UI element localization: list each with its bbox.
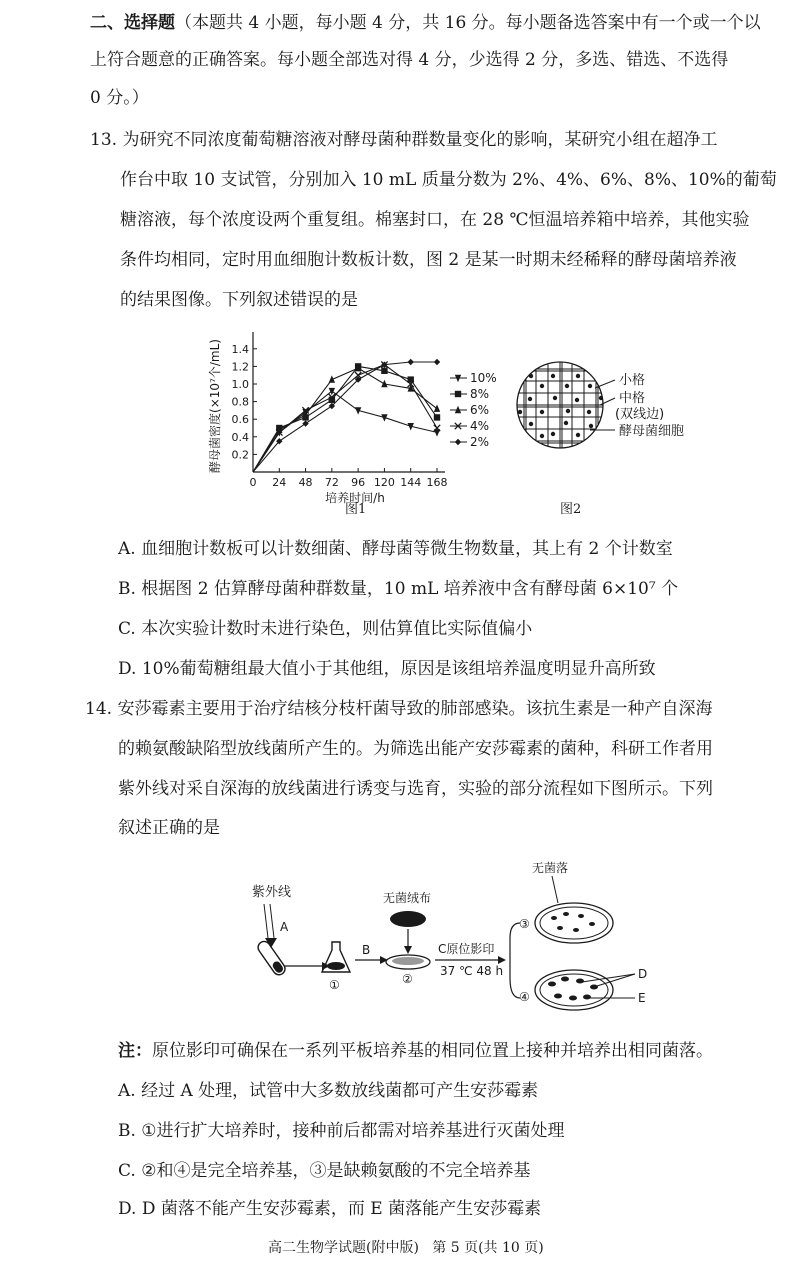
plate-3	[535, 903, 613, 943]
data-point-6%	[381, 380, 387, 387]
data-point-2%	[302, 420, 308, 426]
x-tick-label: 144	[400, 476, 422, 489]
q14-stem-2: 的赖氨酸缺陷型放线菌所产生的。为筛选出能产安莎霉素的菌种，科研工作者用	[118, 739, 713, 759]
culture-condition: 37 ℃ 48 h	[440, 964, 504, 978]
legend-label-8%: 8%	[470, 387, 490, 401]
q13-option-d: D. 10%葡萄糖组最大值小于其他组，原因是该组培养温度明显升高所致	[118, 659, 656, 679]
y-tick-label: 0.2	[231, 448, 249, 462]
legend-marker-2%	[455, 439, 461, 445]
q13-stem-3: 糖溶液，每个浓度设两个重复组。棉塞封口，在 28 ℃恒温培养箱中培养，其他实验	[120, 210, 750, 230]
velvet-label: 无菌绒布	[383, 891, 432, 905]
data-point-8%	[381, 368, 387, 374]
no-colony-leader	[552, 876, 558, 903]
section-instruction-1: （本题共 4 小题，每小题 4 分，共 16 分。每小题备选答案中有一个或一个以	[175, 13, 761, 33]
section-instruction-3: 0 分。）	[90, 88, 149, 108]
uv-label: 紫外线	[252, 885, 292, 900]
step-c-label: C原位影印	[438, 942, 495, 956]
x-tick-label: 168	[426, 476, 448, 489]
x-tick-label: 24	[272, 476, 287, 489]
q13-stem-2: 作台中取 10 支试管，分别加入 10 mL 质量分数为 2%、4%、6%、8%、10%的葡萄	[120, 170, 777, 190]
branch-brace	[510, 923, 520, 998]
colony-d-label: D	[638, 967, 648, 981]
section-header-line-1	[90, 13, 761, 33]
uv-arrow-line-1	[264, 904, 268, 938]
q14-flow-diagram	[240, 858, 700, 1018]
note-label: 注：	[118, 1041, 152, 1061]
q13-stem-1: 13. 为研究不同浓度葡萄糖溶液对酵母菌种群数量变化的影响，某研究小组在超净工	[90, 130, 718, 150]
q13-stem-5: 的结果图像。下列叙述错误的是	[120, 290, 358, 310]
colony-e-label: E	[638, 991, 646, 1005]
q14-stem-3: 紫外线对采自深海的放线菌进行诱变与选育，实验的部分流程如下图所示。下列	[118, 779, 713, 799]
figure-2-caption: 图2	[560, 502, 582, 517]
q13-option-a: A. 血细胞计数板可以计数细菌、酵母菌等微生物数量，其上有 2 个计数室	[118, 539, 673, 559]
note-text: 原位影印可确保在一系列平板培养基的相同位置上接种并培养出相同菌落。	[152, 1041, 713, 1061]
y-tick-label: 1.0	[231, 378, 249, 391]
velvet-arrow-head	[404, 946, 412, 954]
q14-option-a: A. 经过 A 处理，试管中大多数放线菌都可产生安莎霉素	[118, 1081, 539, 1101]
step-a-label: A	[280, 920, 289, 934]
flask-culture	[327, 962, 345, 970]
y-axis-label: 酵母菌密度(×10⁷个/mL)	[208, 339, 222, 473]
x-tick-label: 120	[373, 476, 395, 489]
label-small-square: 小格	[619, 373, 646, 388]
y-tick-label: 1.2	[231, 360, 249, 374]
arrow-c-head	[498, 956, 506, 964]
step-b-label: B	[362, 943, 371, 957]
legend-label-4%: 4%	[470, 419, 490, 433]
legend-label-2%: 2%	[470, 435, 490, 449]
legend-marker-8%	[455, 391, 461, 397]
q14-option-c: C. ②和④是完全培养基，③是缺赖氨酸的不完全培养基	[118, 1161, 531, 1181]
q13-stem-4: 条件均相同，定时用血细胞计数板计数，图 2 是某一时期未经稀释的酵母菌培养液	[120, 250, 737, 270]
uv-arrow-line-2	[270, 904, 274, 938]
label-medium-square: 中格	[619, 391, 646, 406]
y-tick-label: 1.4	[231, 342, 249, 356]
q14-stem-1: 14. 安莎霉素主要用于治疗结核分枝杆菌导致的肺部感染。该抗生素是一种产自深海	[85, 699, 713, 719]
y-tick-label: 0.6	[231, 413, 249, 427]
flask-number: ①	[329, 978, 340, 992]
data-point-8%	[434, 414, 440, 420]
x-axis-label: 培养时间/h	[325, 491, 385, 505]
q13-option-c: C. 本次实验计数时未进行染色，则估算值比实际值偏小	[118, 619, 533, 639]
legend-label-6%: 6%	[470, 403, 490, 417]
x-tick-label: 48	[298, 476, 313, 489]
page-footer: 高二生物学试题(附中版) 第 5 页(共 10 页)	[268, 1240, 544, 1256]
label-yeast-cell: 酵母菌细胞	[619, 424, 685, 439]
x-tick-label: 72	[324, 476, 339, 489]
x-tick-label: 96	[351, 476, 366, 489]
figure-1-caption: 图1	[345, 502, 367, 517]
section-instruction-2: 上符合题意的正确答案。每小题全部选对得 4 分，少选得 2 分，多选、错选、不选得	[90, 50, 729, 70]
q14-stem-4: 叙述正确的是	[118, 818, 220, 838]
y-tick-label: 0.8	[231, 395, 249, 409]
velvet-pad	[390, 911, 426, 927]
plate-2-number: ②	[402, 972, 413, 986]
plate-4-number: ④	[519, 990, 530, 1004]
data-point-2%	[408, 359, 414, 365]
x-tick-label: 0	[249, 476, 257, 489]
plate-4	[535, 970, 613, 1010]
label-double-line: (双线边)	[615, 407, 665, 422]
q14-option-b: B. ①进行扩大培养时，接种前后都需对培养基进行灭菌处理	[118, 1121, 565, 1141]
no-colony-label: 无菌落	[532, 861, 569, 875]
plate-3-number: ③	[519, 917, 530, 931]
legend-label-10%: 10%	[470, 371, 497, 385]
q14-option-d: D. D 菌落不能产生安莎霉素，而 E 菌落能产生安莎霉素	[118, 1199, 542, 1219]
y-tick-label: 0.4	[231, 430, 249, 444]
data-point-2%	[434, 359, 440, 365]
q14-note	[118, 1041, 713, 1061]
figure-2-hemocytometer	[515, 340, 735, 520]
section-title: 二、选择题	[90, 13, 175, 33]
data-point-6%	[434, 404, 440, 411]
figure-1-chart	[205, 322, 505, 522]
plate-2-colonies	[392, 957, 424, 965]
q13-option-b: B. 根据图 2 估算酵母菌种群数量，10 mL 培养液中含有酵母菌 6×10⁷ 个	[118, 579, 679, 599]
